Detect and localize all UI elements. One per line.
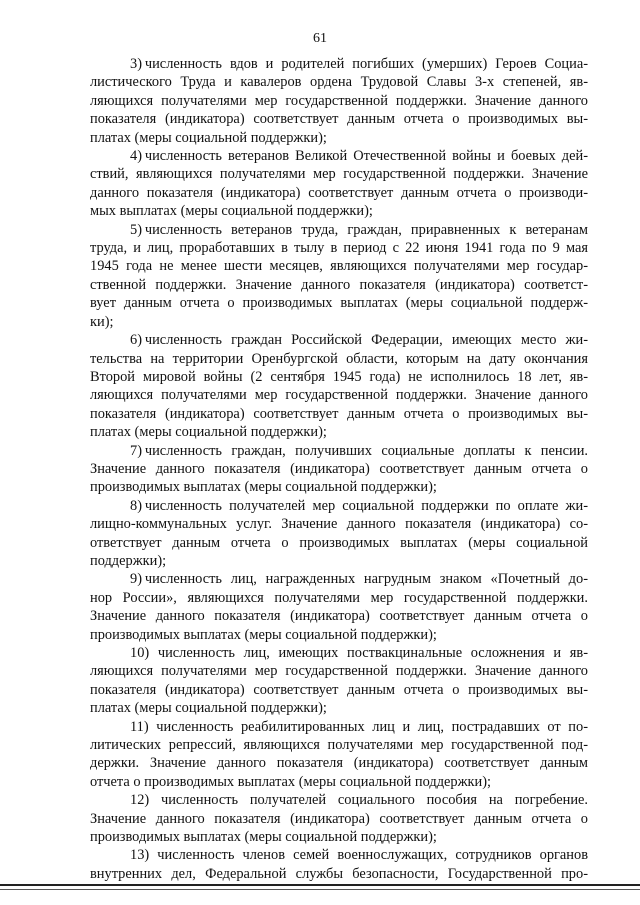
text-line: труда, и лиц, проработавших в тылу в период с 22 июня 1941 года по 9 мая (90, 240, 588, 257)
text-line: 7) численность граждан, получивших социальные доплаты к пенсии. (130, 442, 588, 459)
text-line: показателя (индикатора) соответствует данным отчета о производимых вы- (90, 111, 588, 128)
paragraph-item-6 (90, 497, 588, 571)
text-line: 6) численность граждан Российской Федерации, имеющих место жи- (130, 332, 588, 349)
text-line: 11) численность реабилитированных лиц и лиц, пострадавших от по- (130, 718, 588, 735)
text-line: держки. Значение данного показателя (индикатора) соответствует данным (90, 755, 588, 772)
bottom-border-rule-thin (0, 889, 640, 890)
text-line: Второй мировой войны (2 сентября 1945 года) не исполнилось 18 лет, яв- (90, 368, 588, 385)
paragraph-item-1 (90, 55, 588, 147)
paragraph-item-2 (90, 147, 588, 221)
text-line: 8) численность получателей мер социальной поддержки по оплате жи- (130, 497, 588, 514)
text-line: ственной поддержки. Значение данного показателя (индикатора) соответст- (90, 276, 588, 293)
text-line: платах (меры социальной поддержки); (90, 424, 327, 441)
text-line: ответствует данным отчета о производимых выплатах (меры социальной (90, 534, 588, 551)
paragraph-item-4 (90, 331, 588, 441)
text-line: 10) численность лиц, имеющих поствакцинальные осложнения и яв- (130, 645, 588, 661)
paragraph-item-3 (90, 221, 588, 331)
text-line: отчета о производимых выплатах (меры социальной поддержки); (90, 773, 492, 790)
text-line: литических репрессий, являющихся получателями мер государственной под- (90, 737, 588, 754)
paragraph-item-7 (90, 570, 588, 644)
text-line: поддержки); (90, 552, 167, 569)
text-line: ствий, являющихся получателями мер государственной поддержки. Значение (90, 166, 588, 183)
text-line: 4) численность ветеранов Великой Отечественной войны и боевых дей- (130, 148, 588, 165)
text-line: листического Труда и кавалеров ордена Трудовой Славы 3-х степеней, яв- (90, 74, 588, 91)
text-line: вует данным отчета о производимых выплатах (меры социальной поддерж- (90, 295, 588, 312)
text-line: платах (меры социальной поддержки); (90, 129, 327, 146)
text-line: 3) численность вдов и родителей погибших (умерших) Героев Социа- (130, 56, 588, 72)
paragraph-item-8 (90, 644, 588, 718)
text-line: 5) численность ветеранов труда, граждан, приравненных к ветеранам (130, 221, 588, 238)
text-line: 9) численность лиц, награжденных нагрудным знаком «Почетный до- (130, 571, 588, 588)
text-line: 1945 года не менее шести месяцев, являющихся получателями мер государ- (90, 258, 588, 275)
text-line: Значение данного показателя (индикатора) соответствует данным отчета о (90, 460, 588, 477)
text-line: мых выплатах (меры социальной поддержки); (90, 203, 373, 220)
text-line: производимых выплатах (меры социальной поддержки); (90, 626, 437, 643)
text-line: Значение данного показателя (индикатора) соответствует данным отчета о (90, 810, 588, 827)
text-line: ляющихся получателями мер государственной поддержки. Значение данного (90, 92, 588, 109)
text-line: 12) численность получателей социального пособия на погребение. (130, 792, 588, 809)
text-line: лищно-коммунальных услуг. Значение данного показателя (индикатора) со- (90, 516, 588, 533)
text-line: Значение данного показателя (индикатора) соответствует данным отчета о (90, 608, 588, 625)
text-line: 13) численность членов семей военнослужащих, сотрудников органов (130, 847, 588, 864)
paragraph-item-11 (90, 846, 588, 883)
text-line: данного показателя (индикатора) соответствует данным отчета о производи- (90, 184, 588, 201)
text-line: ляющихся получателями мер государственной поддержки. Значение данного (90, 663, 588, 680)
text-line: нор России», являющихся получателями мер государственной поддержки. (90, 589, 588, 606)
text-line: производимых выплатах (меры социальной поддержки); (90, 479, 437, 496)
text-line: ки); (90, 313, 114, 330)
paragraph-item-5 (90, 442, 588, 497)
text-line: показателя (индикатора) соответствует данным отчета о производимых вы- (90, 405, 588, 422)
document-body (90, 55, 588, 883)
bottom-border-rule (0, 884, 640, 886)
text-line: тельства на территории Оренбургской области, которым на дату окончания (90, 350, 588, 367)
paragraph-item-9 (90, 718, 588, 792)
text-line: внутренних дел, Федеральной службы безопасности, Государственной про- (90, 865, 588, 882)
text-line: ляющихся получателями мер государственной поддержки. Значение данного (90, 387, 588, 404)
text-line: показателя (индикатора) соответствует данным отчета о производимых вы- (90, 681, 588, 698)
text-line: платах (меры социальной поддержки); (90, 700, 327, 717)
paragraph-item-10 (90, 791, 588, 846)
text-line: производимых выплатах (меры социальной поддержки); (90, 829, 437, 846)
page-number: 61 (313, 31, 327, 46)
